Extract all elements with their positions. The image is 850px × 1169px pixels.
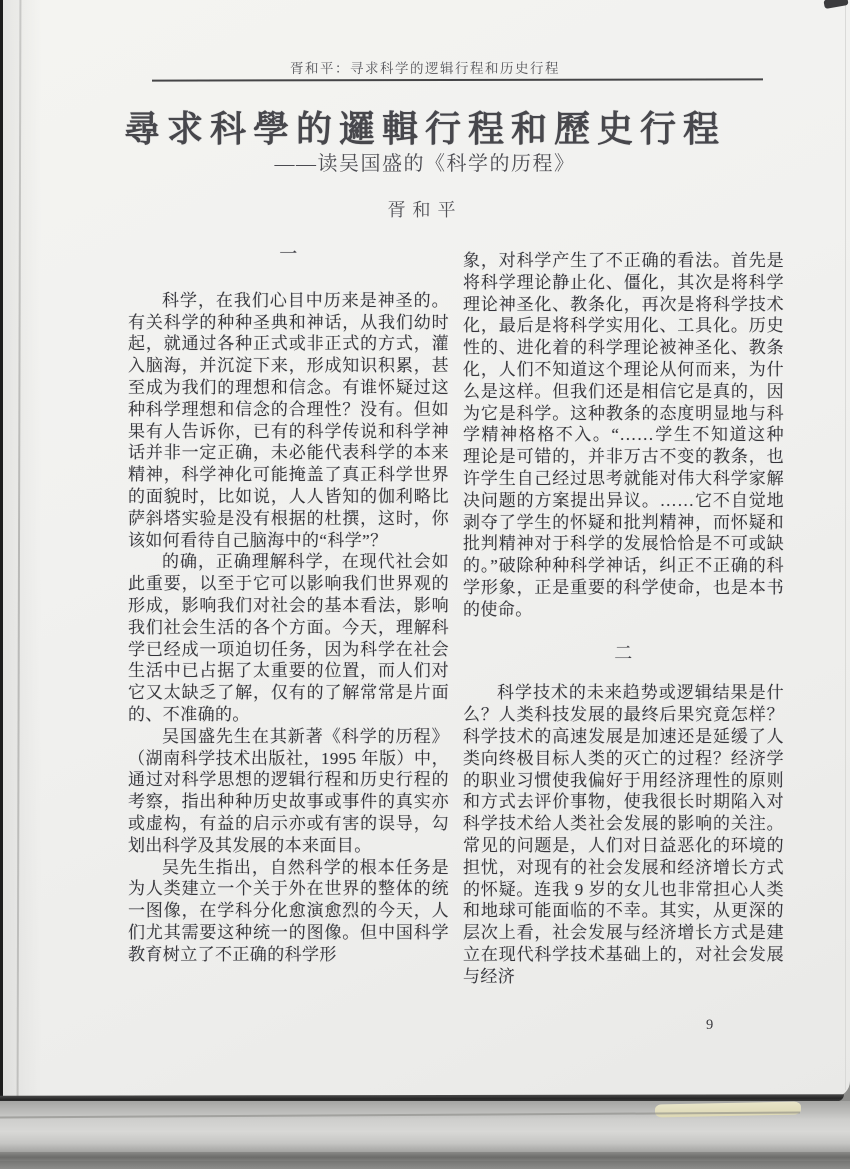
running-header: 胥和平：寻求科学的逻辑行程和历史行程 xyxy=(290,61,560,76)
section-marker-one: 一 xyxy=(279,244,298,264)
article-body xyxy=(128,238,784,988)
paragraph: 的确，正确理解科学，在现代社会如此重要，以至于它可以影响我们世界观的形成，影响我们对社会的基本看法，影响我们社会生活的各个方面。今天，理解科学已经成一项迫切任务，因为科学在社会生活中已占据了太重要的位置，而人们对它又太缺乏了解，仅有的了解常常是片面的、不准确的。 xyxy=(128,552,449,724)
paragraph-continuation: 象，对科学产生了不正确的看法。首先是将科学理论静止化、僵化，其次是将科学理论神圣化、教条化，再次是将科学技术化，最后是将科学实用化、工具化。历史性的、进化着的科学理论被神圣化、教条化，人们不知道这个理论从何而来，为什么是这样。但我们还是相信它是真的，因为它是科学。这种教条的态度明显地与科学精神格格不入。“……学生不知道这种理论是可错的，并非万古不变的教条，也许学生自己经过思考就能对伟大科学家解决问题的方案提出异议。……它不自觉地剥夺了学生的怀疑和批判精神，而怀疑和批判精神对于科学的发展恰恰是不可或缺的。”破除种种科学神话，纠正不正确的科学形象，正是重要的科学使命，也是本书的使命。 xyxy=(463,251,784,619)
section-marker-two: 二 xyxy=(614,642,633,663)
article-title: 尋求科學的邏輯行程和歷史行程 xyxy=(123,109,726,149)
article-subtitle: ——读吴国盛的《科学的历程》 xyxy=(274,153,576,175)
right-column xyxy=(463,238,784,988)
page-number: 9 xyxy=(706,1017,715,1033)
paragraph: 科学技术的未来趋势或逻辑结果是什么？人类科技发展的最终后果究竟怎样？科学技术的高速发展是加速还是延缓了人类向终极目标人类的灭亡的过程？经济学的职业习惯使我偏好于用经济理性的原则和方式去评价事物，使我很长时期陷入对科学技术给人类社会发展的影响的关注。常见的问题是，人们对日益恶化的环境的担忧，对现有的社会发展和经济增长方式的怀疑。连我 9 岁的女儿也非常担心人类和地球可能面临的不幸。其实，从更深的层次上看，社会发展与经济增长方式是建立在现代科学技术基础上的，对社会发展与经济 xyxy=(463,683,784,986)
left-column xyxy=(128,238,449,988)
desk-shadow-band xyxy=(0,1152,850,1161)
paragraph: 吴先生指出，自然科学的根本任务是为人类建立一个关于外在世界的整体的统一图像，在学科分化愈演愈烈的今天，人们尤其需要这种统一的图像。但中国科学教育树立了不正确的科学形 xyxy=(128,857,449,964)
author-name: 胥和平 xyxy=(387,200,463,220)
paragraph: 吴国盛先生在其新著《科学的历程》（湖南科学技术出版社，1995 年版）中，通过对科学思想的逻辑行程和历史行程的考察，指出种种历史故事或事件的真实亦或虚构，有益的启示亦或有害的误导，勾划出科学及其发展的本来面目。 xyxy=(128,726,449,855)
paragraph: 科学，在我们心目中历来是神圣的。有关科学的种种圣典和神话，从我们幼时起，就通过各种正式或非正式的方式，灌入脑海，并沉淀下来，形成知识积累，甚至成为我们的理想和信念。有谁怀疑过这种科学理想和信念的合理性？没有。但如果有人告诉你，已有的科学传说和科学神话并非一定正确，未必能代表科学的本来精神，科学神化可能掩盖了真正科学世界的面貌时，比如说，人人皆知的伽利略比萨斜塔实验是没有根据的杜撰，这时，你该如何看待自己脑海中的“科学”？ xyxy=(128,290,449,550)
